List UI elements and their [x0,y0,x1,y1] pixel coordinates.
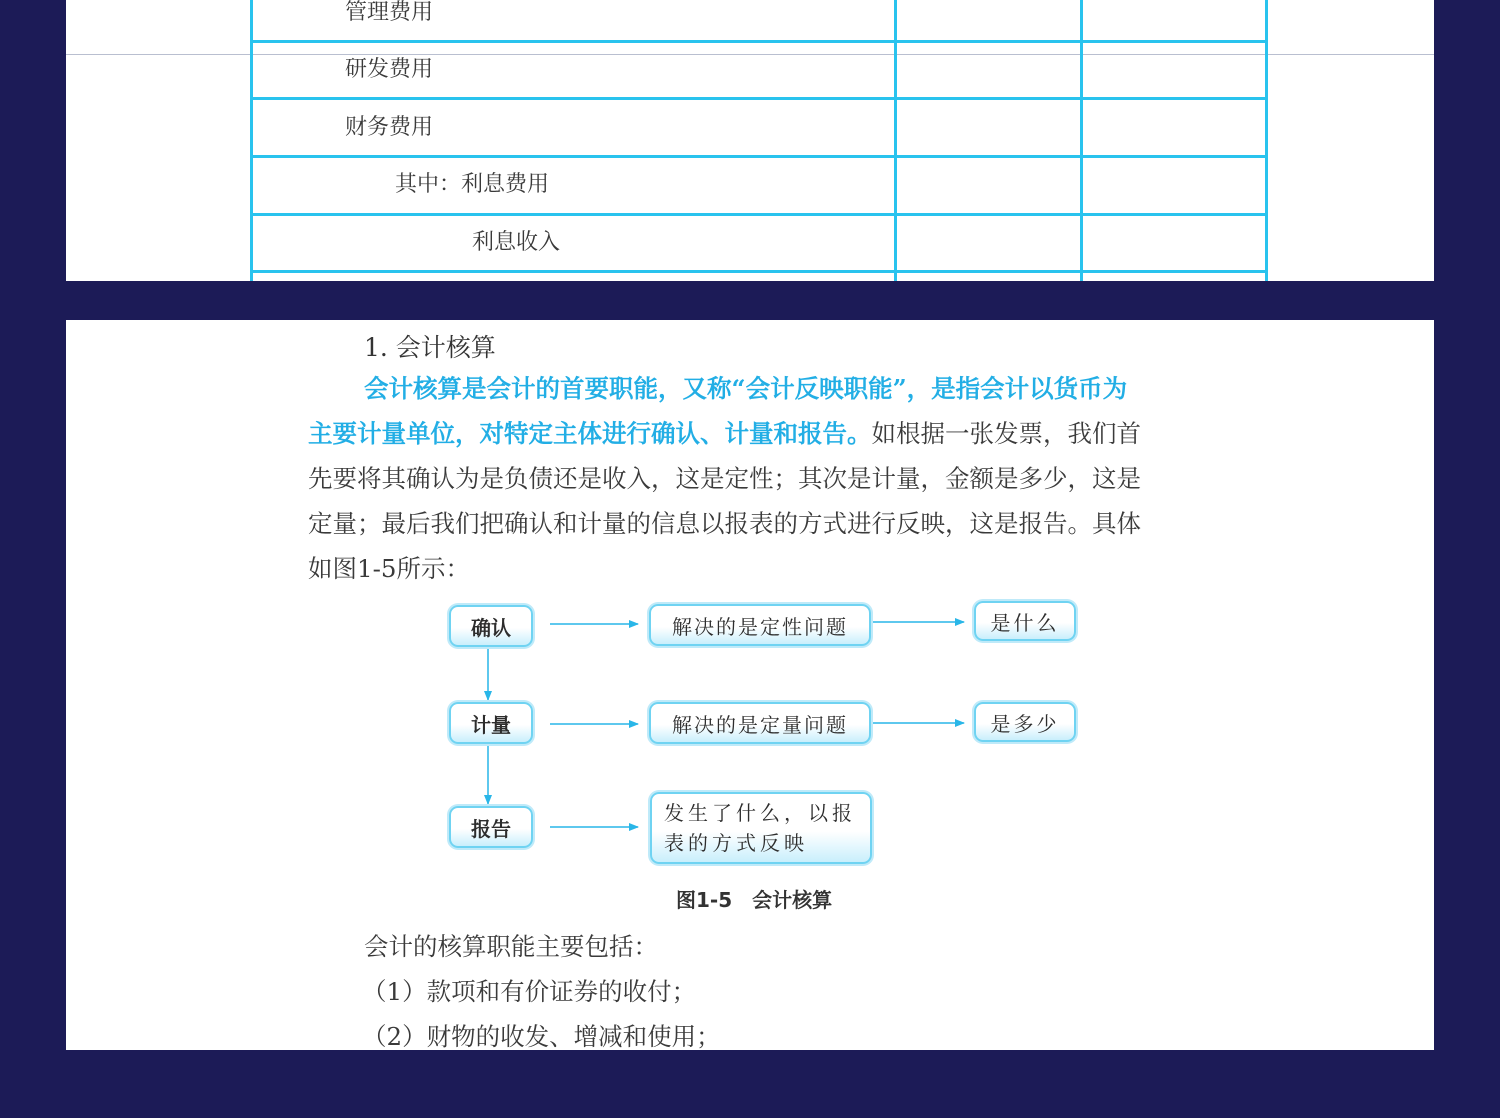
table-row-divider [250,270,1268,273]
content-page [66,320,1434,1050]
diagram-node-quantitative: 解决的是定量问题 [649,702,871,744]
diagram-arrows [66,320,1434,1050]
diagram-node-confirm: 确认 [449,605,533,647]
figure-caption: 图1-5 会计核算 [676,888,833,912]
list-intro: 会计的核算职能主要包括： [364,932,658,961]
table-row-label: 利息收入 [472,230,561,255]
diagram-node-qualitative: 解决的是定性问题 [649,604,871,646]
paragraph-line: 如图1-5所示： [308,554,470,583]
table-row-label: 其中：利息费用 [395,172,550,197]
table-row-divider [250,97,1268,100]
table-page-fragment [66,0,1434,281]
diagram-node-measure: 计量 [449,702,533,744]
list-item: （2）财物的收发、增减和使用； [362,1022,721,1050]
table-row-divider [250,155,1268,158]
diagram-node-what: 是什么 [974,601,1076,641]
income-statement-table [250,0,1268,281]
paragraph-text: 如根据一张发票，我们首 [871,419,1141,448]
diagram-node-reflect: 发生了什么，以报表的方式反映 [650,792,872,864]
table-row-divider [250,213,1268,216]
paragraph-line: 先要将其确认为是负债还是收入，这是定性；其次是计量，金额是多少，这是 [308,464,1141,493]
diagram-node-how-much: 是多少 [974,702,1076,742]
paragraph-line: 定量；最后我们把确认和计量的信息以报表的方式进行反映，这是报告。具体 [308,509,1141,538]
list-item: （1）款项和有价证券的收付； [362,977,697,1006]
highlighted-text: 会计核算是会计的首要职能，又称“会计反映职能”，是指会计以货币为 [364,374,1128,403]
section-heading: 1. 会计核算 [364,333,496,362]
diagram-node-report: 报告 [449,806,533,848]
table-row-label: 管理费用 [345,0,434,25]
highlighted-text: 主要计量单位，对特定主体进行确认、计量和报告。 [308,419,872,448]
table-row-divider [250,40,1268,43]
table-row-label: 研发费用 [345,57,434,82]
table-row-label: 财务费用 [345,115,434,140]
